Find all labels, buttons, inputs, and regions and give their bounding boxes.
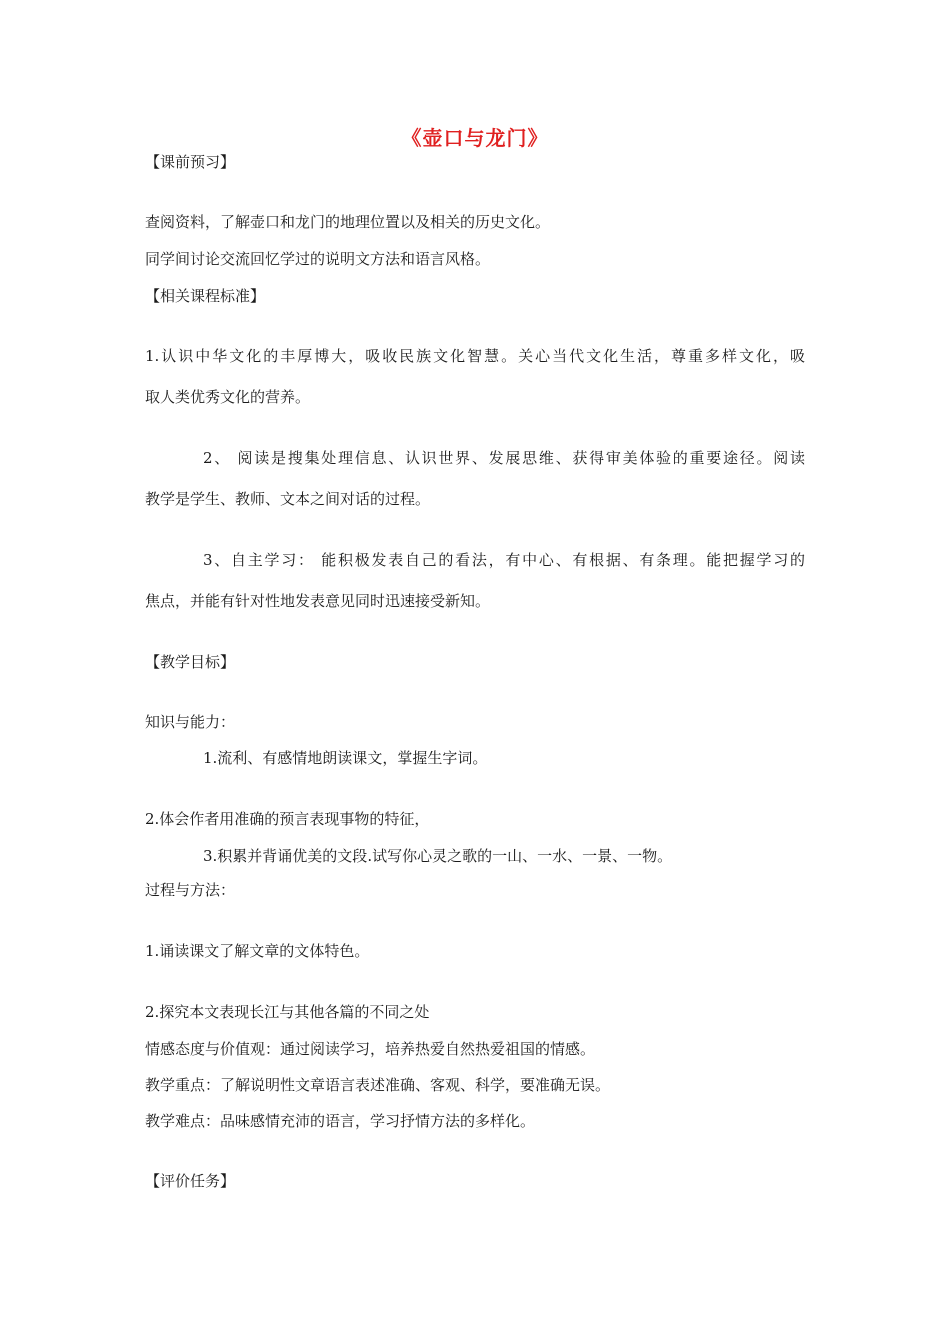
preview-line-2: 同学间讨论交流回忆学过的说明文方法和语言风格。 <box>145 250 491 268</box>
key-point: 教学重点：了解说明性文章语言表述准确、客观、科学，要准确无误。 <box>145 1076 611 1094</box>
standard-2-line-2: 教学是学生、教师、文本之间对话的过程。 <box>145 490 431 508</box>
emotion-goal: 情感态度与价值观：通过阅读学习，培养热爱自然热爱祖国的情感。 <box>145 1040 596 1058</box>
document-title: 《壶口与龙门》 <box>401 126 549 150</box>
goals-heading: 【教学目标】 <box>145 653 236 671</box>
preview-heading: 【课前预习】 <box>145 153 236 171</box>
standard-3-line-1: 3、自主学习： 能积极发表自己的看法，有中心、有根据、有条理。能把握学习的 <box>203 551 805 569</box>
knowledge-item-3: 3.积累并背诵优美的文段.试写你心灵之歌的一山、一水、一景、一物。 <box>203 847 673 865</box>
standard-1-line-2: 取人类优秀文化的营养。 <box>145 388 311 406</box>
standard-1-line-1: 1.认识中华文化的丰厚博大，吸收民族文化智慧。关心当代文化生活，尊重多样文化，吸 <box>145 347 805 365</box>
standard-3-line-2: 焦点，并能有针对性地发表意见同时迅速接受新知。 <box>145 592 491 610</box>
knowledge-item-2: 2.体会作者用准确的预言表现事物的特征， <box>145 810 430 828</box>
difficulty-point: 教学难点：品味感情充沛的语言，学习抒情方法的多样化。 <box>145 1112 536 1130</box>
knowledge-item-1: 1.流利、有感情地朗读课文，掌握生字词。 <box>203 749 488 767</box>
evaluation-heading: 【评价任务】 <box>145 1172 236 1190</box>
process-label: 过程与方法： <box>145 881 236 899</box>
preview-line-1: 查阅资料，了解壶口和龙门的地理位置以及相关的历史文化。 <box>145 213 551 231</box>
process-item-1: 1.诵读课文了解文章的文体特色。 <box>145 942 370 960</box>
knowledge-label: 知识与能力： <box>145 713 236 731</box>
process-item-2: 2.探究本文表现长江与其他各篇的不同之处 <box>145 1003 430 1021</box>
standard-2-line-1: 2、 阅读是搜集处理信息、认识世界、发展思维、获得审美体验的重要途径。阅读 <box>203 449 805 467</box>
standards-heading: 【相关课程标准】 <box>145 287 266 305</box>
